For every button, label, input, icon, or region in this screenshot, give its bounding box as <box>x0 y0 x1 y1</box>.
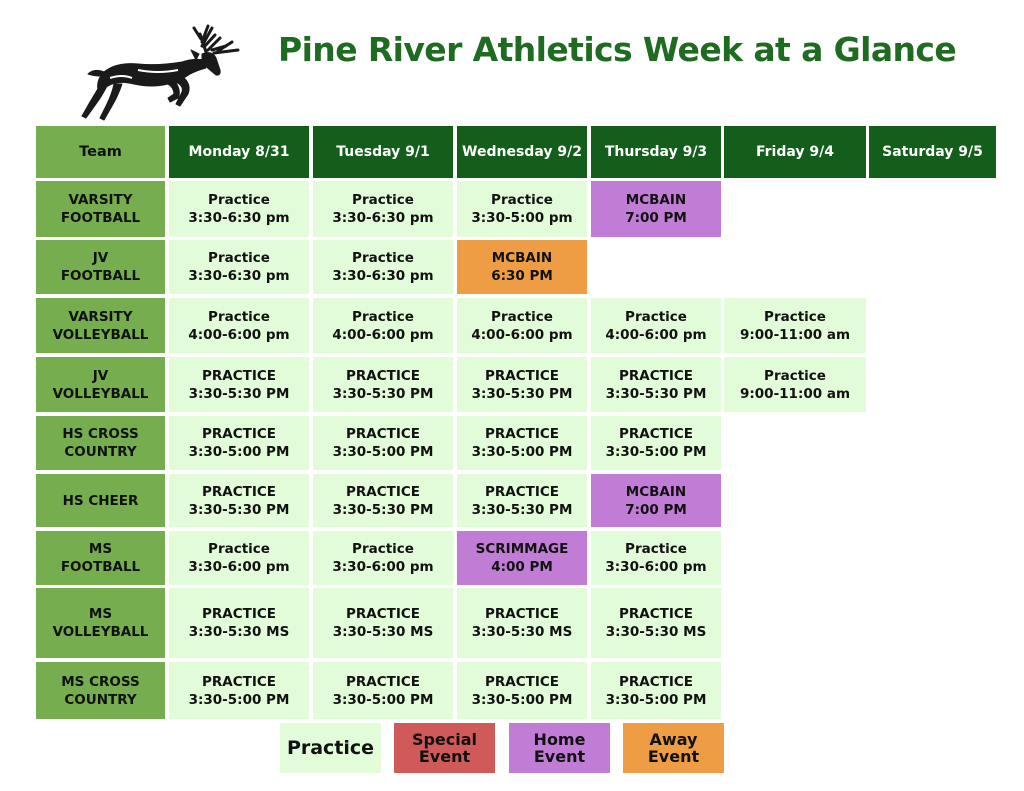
schedule-cell-practice <box>169 416 309 470</box>
schedule-cell-practice-line: PRACTICE <box>484 606 559 622</box>
schedule-cell-practice-line: PRACTICE <box>484 426 559 442</box>
schedule-cell-practice <box>169 474 309 527</box>
schedule-cell-practice-line: PRACTICE <box>484 367 559 384</box>
schedule-cell-practice-line: Practice <box>625 541 687 557</box>
schedule-cell-home-line: 7:00 PM <box>625 210 687 226</box>
team-label-line: JV <box>92 250 109 266</box>
schedule-cell-practice-line: PRACTICE <box>345 483 420 500</box>
schedule-cell-practice-line: PRACTICE <box>201 426 276 442</box>
schedule-cell-practice-line: 9:00-11:00 am <box>739 326 851 343</box>
schedule-cell-practice-line: 3:30-5:30 MS <box>605 624 707 640</box>
schedule-cell-practice <box>591 416 721 470</box>
team-label <box>36 474 165 527</box>
schedule-cell-practice <box>169 588 309 658</box>
schedule-cell-practice <box>313 357 453 412</box>
team-label-line: HS CROSS <box>62 426 139 442</box>
schedule-cell-practice-line: 3:30-6:00 pm <box>332 559 434 575</box>
schedule-cell-practice <box>169 181 309 237</box>
schedule-cell-home-line: 7:00 PM <box>625 501 687 518</box>
schedule-cell-home <box>591 474 721 527</box>
header-team: Team <box>36 126 165 178</box>
schedule-cell-practice-line: 3:30-5:30 MS <box>188 624 290 640</box>
schedule-cell-practice-line: 4:00-6:00 pm <box>471 326 573 343</box>
schedule-cell-practice-line: 3:30-6:30 pm <box>332 210 434 226</box>
schedule-cell-practice-line: 4:00-6:00 pm <box>605 326 707 343</box>
legend-home-line: Home <box>533 730 586 749</box>
legend-away-line: Event <box>647 747 700 766</box>
schedule-cell-practice-line: PRACTICE <box>201 483 276 500</box>
schedule-cell-practice-line: Practice <box>491 192 553 208</box>
schedule-cell-practice-line: Practice <box>764 308 826 325</box>
schedule-cell-away <box>457 240 587 294</box>
header-day: Friday 9/4 <box>724 126 866 178</box>
schedule-cell-practice-line: 4:00-6:00 pm <box>188 326 290 343</box>
legend-practice <box>280 723 381 773</box>
schedule-cell-practice <box>313 531 453 585</box>
schedule-cell-practice-line: PRACTICE <box>345 673 420 690</box>
legend-practice-line: Practice <box>286 736 375 759</box>
schedule-cell-practice-line: 3:30-5:00 PM <box>188 444 290 460</box>
schedule-cell-practice <box>313 240 453 294</box>
schedule-cell-practice-line: 3:30-5:00 pm <box>471 210 573 226</box>
team-label-line: JV <box>92 367 109 384</box>
legend-home <box>509 723 610 773</box>
team-label-line: VOLLEYBALL <box>52 326 149 343</box>
schedule-cell-practice-line: 3:30-5:30 PM <box>605 385 707 402</box>
team-label <box>36 357 165 412</box>
schedule-cell-practice <box>313 474 453 527</box>
schedule-cell-practice-line: 4:00-6:00 pm <box>332 326 434 343</box>
schedule-cell-practice-line: Practice <box>208 541 270 557</box>
schedule-cell-practice <box>724 357 866 412</box>
schedule-cell-practice-line: 3:30-5:30 PM <box>471 501 573 518</box>
schedule-cell-practice <box>457 298 587 353</box>
schedule-cell-practice <box>169 298 309 353</box>
schedule-cell-practice-line: 3:30-5:00 PM <box>332 444 434 460</box>
schedule-cell-practice-line: 3:30-5:00 PM <box>605 691 707 708</box>
schedule-cell-practice-line: 3:30-5:30 MS <box>471 624 573 640</box>
team-label <box>36 588 165 658</box>
schedule-cell-practice-line: 3:30-5:00 PM <box>605 444 707 460</box>
header-day: Monday 8/31 <box>169 126 309 178</box>
schedule-cell-practice-line: Practice <box>208 308 270 325</box>
legend-special-line: Event <box>418 747 471 766</box>
header-day: Tuesday 9/1 <box>313 126 453 178</box>
schedule-cell-practice <box>457 662 587 719</box>
team-label-line: VOLLEYBALL <box>52 385 149 402</box>
schedule-cell-home <box>591 181 721 237</box>
schedule-cell-practice <box>169 531 309 585</box>
schedule-cell-home-line: SCRIMMAGE <box>475 541 569 557</box>
team-label-line: COUNTRY <box>64 691 137 708</box>
schedule-cell-practice <box>169 357 309 412</box>
header-day: Saturday 9/5 <box>869 126 996 178</box>
team-label <box>36 416 165 470</box>
schedule-cell-practice-line: PRACTICE <box>484 483 559 500</box>
team-label <box>36 181 165 237</box>
schedule-cell-practice-line: 3:30-5:30 MS <box>332 624 434 640</box>
schedule-cell-practice-line: PRACTICE <box>345 606 420 622</box>
schedule-cell-practice-line: PRACTICE <box>618 606 693 622</box>
team-label-line: VARSITY <box>68 308 133 325</box>
header-day: Wednesday 9/2 <box>457 126 587 178</box>
schedule-cell-practice <box>169 240 309 294</box>
team-label-line: FOOTBALL <box>60 559 141 575</box>
schedule-cell-home-line: MCBAIN <box>625 483 687 500</box>
legend-special-line: Special <box>411 730 478 749</box>
schedule-cell-practice-line: PRACTICE <box>201 367 276 384</box>
schedule-cell-practice <box>591 531 721 585</box>
team-label <box>36 531 165 585</box>
schedule-cell-practice-line: 3:30-5:30 PM <box>332 385 434 402</box>
schedule-cell-home-line: 4:00 PM <box>491 559 553 575</box>
schedule-cell-practice-line: 9:00-11:00 am <box>739 385 851 402</box>
legend-away <box>623 723 724 773</box>
schedule-cell-practice <box>169 662 309 719</box>
schedule-cell-practice-line: 3:30-6:30 pm <box>188 210 290 226</box>
schedule-cell-practice-line: Practice <box>208 250 270 266</box>
schedule-cell-practice-line: Practice <box>764 367 826 384</box>
schedule-cell-practice <box>313 588 453 658</box>
schedule-cell-practice <box>313 662 453 719</box>
schedule-cell-practice-line: Practice <box>208 192 270 208</box>
schedule-cell-practice-line: Practice <box>491 308 553 325</box>
schedule-cell-practice-line: 3:30-5:30 PM <box>471 385 573 402</box>
schedule-cell-practice-line: PRACTICE <box>618 673 693 690</box>
schedule-cell-away-line: MCBAIN <box>491 250 553 266</box>
schedule-cell-practice-line: 3:30-5:30 PM <box>188 501 290 518</box>
team-label-line: FOOTBALL <box>60 210 141 226</box>
team-label-line: VOLLEYBALL <box>52 624 149 640</box>
schedule-cell-practice <box>591 662 721 719</box>
schedule-cell-practice <box>457 588 587 658</box>
schedule-cell-practice-line: PRACTICE <box>345 367 420 384</box>
team-label-line: COUNTRY <box>64 444 137 460</box>
header-day: Thursday 9/3 <box>591 126 721 178</box>
schedule-cell-practice <box>457 357 587 412</box>
legend-home-line: Event <box>533 747 586 766</box>
schedule-cell-home <box>457 531 587 585</box>
schedule-cell-practice <box>313 416 453 470</box>
schedule-cell-practice-line: 3:30-6:30 pm <box>188 268 290 284</box>
schedule-cell-practice <box>724 298 866 353</box>
schedule-cell-practice-line: 3:30-5:00 PM <box>471 444 573 460</box>
schedule-cell-practice <box>591 357 721 412</box>
team-label-line: MS CROSS <box>61 673 140 690</box>
schedule-cell-practice-line: Practice <box>352 192 414 208</box>
schedule-cell-practice-line: 3:30-5:00 PM <box>188 691 290 708</box>
schedule-cell-practice <box>313 298 453 353</box>
schedule-cell-practice <box>313 181 453 237</box>
schedule-cell-practice-line: PRACTICE <box>345 426 420 442</box>
schedule-cell-practice-line: 3:30-6:00 pm <box>188 559 290 575</box>
team-label-line: MS <box>88 606 113 622</box>
schedule-cell-practice-line: 3:30-5:00 PM <box>471 691 573 708</box>
schedule-cell-practice-line: 3:30-6:30 pm <box>332 268 434 284</box>
schedule-cell-practice-line: PRACTICE <box>201 673 276 690</box>
team-label-line: VARSITY <box>68 192 133 208</box>
schedule-cell-practice-line: 3:30-5:00 PM <box>332 691 434 708</box>
schedule-cell-practice <box>591 298 721 353</box>
team-label-line: HS CHEER <box>62 492 139 509</box>
schedule-cell-practice-line: PRACTICE <box>618 367 693 384</box>
team-label-line: MS <box>88 541 113 557</box>
schedule-cell-practice <box>591 588 721 658</box>
page-title: Pine River Athletics Week at a Glance <box>278 30 957 69</box>
team-label <box>36 240 165 294</box>
schedule-cell-practice <box>457 181 587 237</box>
schedule-cell-practice-line: PRACTICE <box>201 606 276 622</box>
schedule-cell-practice <box>457 416 587 470</box>
team-label-line: FOOTBALL <box>60 268 141 284</box>
schedule-cell-practice <box>457 474 587 527</box>
schedule-cell-practice-line: Practice <box>352 250 414 266</box>
schedule-cell-home-line: MCBAIN <box>625 192 687 208</box>
schedule-cell-practice-line: Practice <box>625 308 687 325</box>
legend-away-line: Away <box>649 730 698 749</box>
team-label <box>36 298 165 353</box>
schedule-cell-practice-line: PRACTICE <box>484 673 559 690</box>
schedule-cell-practice-line: 3:30-5:30 PM <box>332 501 434 518</box>
schedule-cell-practice-line: 3:30-6:00 pm <box>605 559 707 575</box>
legend-special <box>394 723 495 773</box>
schedule-cell-practice-line: Practice <box>352 541 414 557</box>
schedule-cell-practice-line: Practice <box>352 308 414 325</box>
schedule-cell-practice-line: PRACTICE <box>618 426 693 442</box>
schedule-cell-away-line: 6:30 PM <box>491 268 553 284</box>
schedule-cell-practice-line: 3:30-5:30 PM <box>188 385 290 402</box>
team-label <box>36 662 165 719</box>
